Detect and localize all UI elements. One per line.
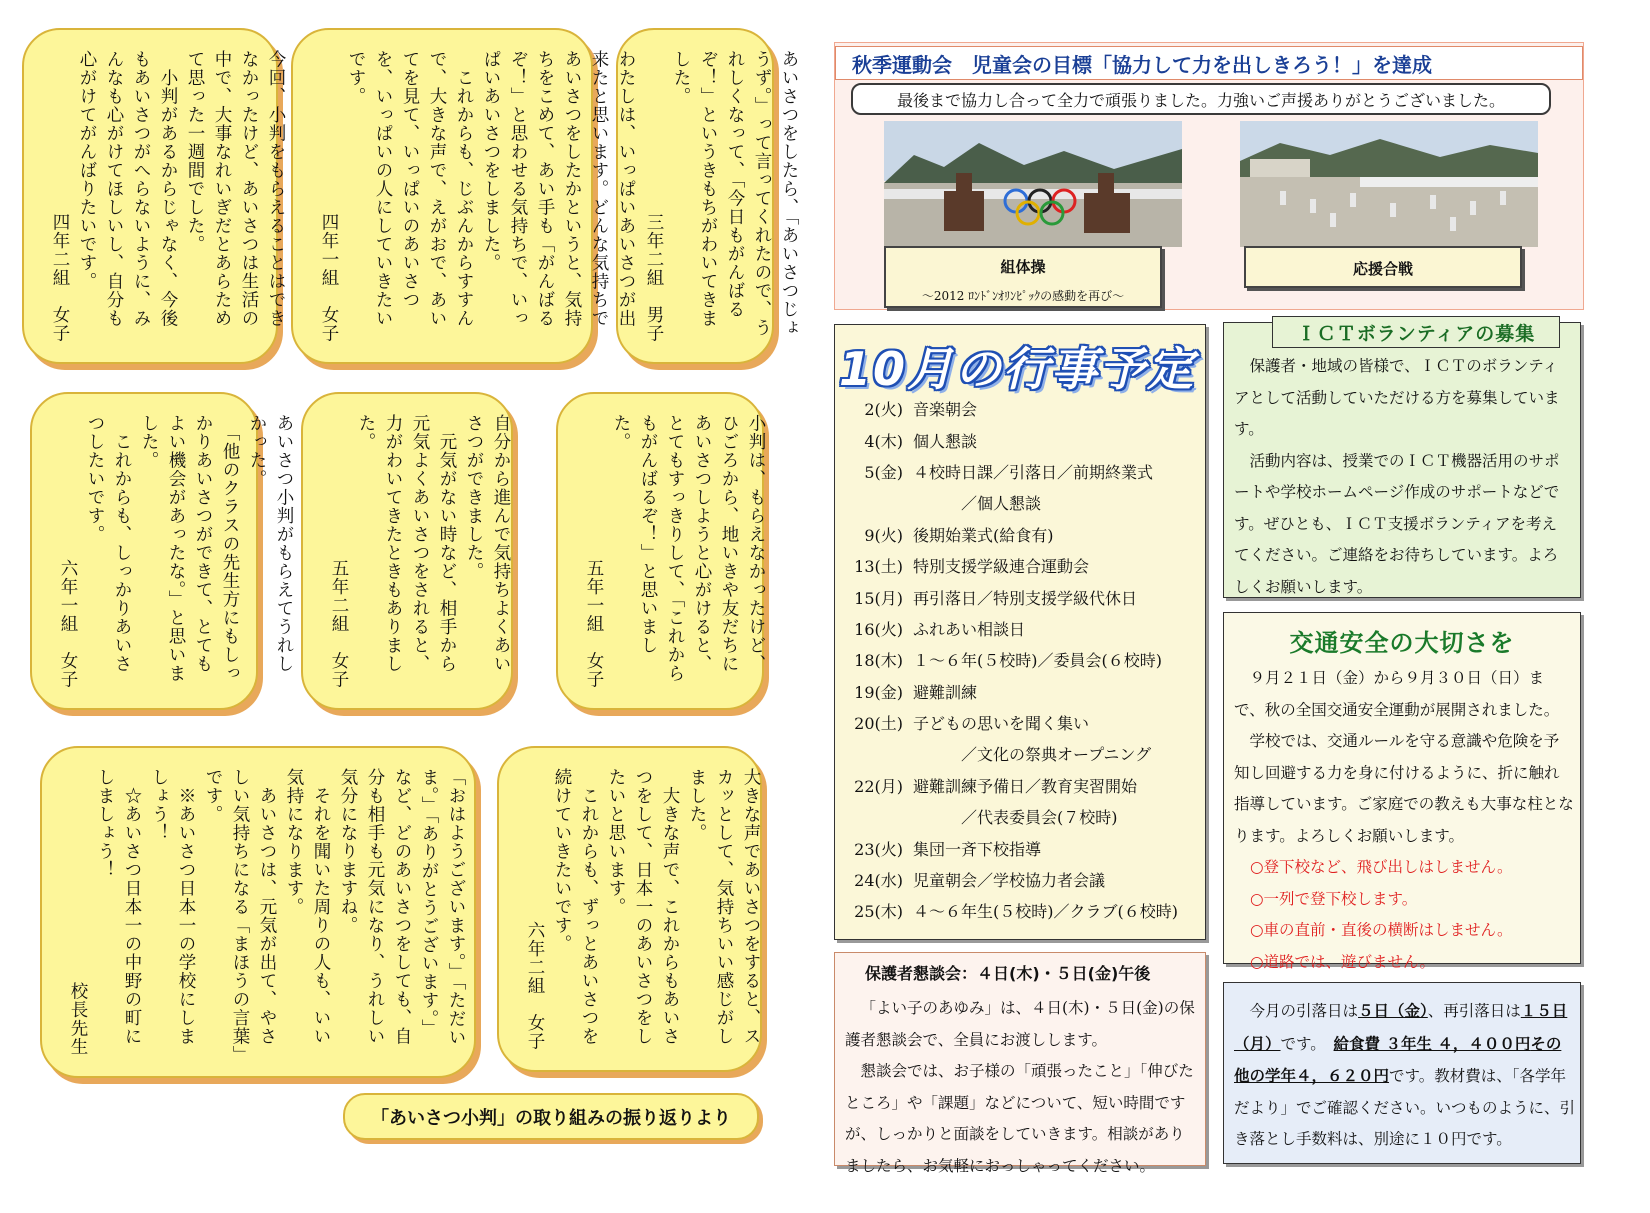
comment-text: 大きな声であいさつをすると、スカッとして、気持ちいい感じがしました。 大きな声で、これからもあいさつをして、日本一のあいさつをしたいと思います。 これからも、ずっとあいさつを続けていきたいです。 <box>552 768 761 1046</box>
comment-signature: 六年二組 女子 <box>525 920 545 1050</box>
comment-text: あいさつ小判がもらえてうれしかった。 「他のクラスの先生方にもしっかりあいさつができて、とてもよい機会があったな。」と思いました。 これからも、しっかりあいさつしたいです。 <box>85 414 294 683</box>
safety-rule: ○道路では、遊びません。 <box>1250 952 1435 971</box>
payment-body: 今月の引落日は５日（金）、再引落日は１５日（月）です。 給食費 ３年生 ４，４００円その他の学年４，６２０円です。教材費は、「各学年だより」でご確認ください。いつものように、引き落とし手数料は、別途に１０円です。 <box>1234 1001 1576 1148</box>
schedule-date: 24(水) <box>854 871 903 891</box>
comment-bubble-grade4-1 <box>291 28 636 364</box>
ict-paragraph-1: 保護者・地域の皆様で、ＩＣＴのボランティアとして活動していただける方を募集しています。 <box>1234 357 1560 438</box>
payment-info-box <box>1223 982 1581 1164</box>
comment-bubble-grade3 <box>616 28 799 364</box>
schedule-date: 16(火) <box>854 619 903 639</box>
comment-bubble-grade5-2 <box>301 392 513 710</box>
comment-text: わたしは、いっぱいあいさつが出来たと思います。どんな気持ちであいさつをしたかというと、気持ちをこめて、あい手も「がんばるぞ！」と思わせる気持ちで、いっぱいあいさつをしました。 これからも、じぶんからすすんで、大きな声で、えがおで、あいてを見て、いっぱいのあいさつを、いっぱいの人にしていきたいです。 <box>346 50 636 328</box>
schedule-row <box>845 613 1205 644</box>
schedule-list <box>845 393 1205 927</box>
banner-title: 秋季運動会 児童会の目標「協力して力を出しきろう！」を達成 <box>835 46 1583 80</box>
comment-text: 今回、小判をもらえることはできなかったけど、あいさつは生活の中で、大事なれいぎだとあらためて思った一週間でした。 小判があるからじゃなく、今後もあいさつがへらないように、みんなも心がけてほしいし、自分も心がけてがんばりたいです。 <box>77 50 286 328</box>
schedule-row <box>845 707 1205 738</box>
schedule-event: ふれあい相談日 <box>913 619 1026 639</box>
debit-date: ５日（金） <box>1358 1001 1428 1020</box>
schedule-row <box>845 832 1205 863</box>
caption-cheering <box>1244 246 1522 288</box>
lunch-fee-grade3: 給食費 ３年生 ４，４００円 <box>1333 1033 1531 1053</box>
comment-bubble-principal <box>40 746 476 1078</box>
safety-rule: ○登下校など、飛び出しはしません。 <box>1250 858 1513 876</box>
safety-body <box>1234 663 1574 978</box>
safety-rule: ○一列で登下校します。 <box>1250 889 1418 908</box>
comment-text: 小判は、もらえなかったけど、ひごろから、地いきや友だちにあいさつしようと心がけると、とてもすっきりして、「これからもがんばるぞ！」と思いました。 <box>611 414 766 683</box>
schedule-event: 再引落日／特別支援学級代休日 <box>913 588 1138 608</box>
schedule-event: 集団一斉下校指導 <box>913 839 1042 859</box>
greeting-review-label: 「あいさつ小判」の取り組みの振り返りより <box>343 1093 759 1140</box>
schedule-event: 避難訓練 <box>913 682 978 702</box>
schedule-row <box>845 738 1205 769</box>
comment-bubble-grade5-1 <box>556 392 764 710</box>
schedule-row <box>845 424 1205 455</box>
comment-text: あいさつをしたら、「あいさつじょうず。」って言ってくれたので、うれしくなって、「今日もがんばるぞ！」というきもちがわいてきました。 <box>671 50 799 338</box>
ict-title: ＩＣＴボランティアの募集 <box>1272 316 1560 348</box>
schedule-row <box>845 487 1205 518</box>
schedule-row <box>845 581 1205 612</box>
schedule-row <box>845 864 1205 895</box>
parent-meeting-box <box>834 952 1206 1175</box>
schedule-date: 5(金) <box>864 462 903 482</box>
redebit-date: １５日（月） <box>1234 1001 1568 1053</box>
schedule-event: ／代表委員会(７校時) <box>961 808 1118 828</box>
comment-signature: 五年一組 女子 <box>584 558 604 688</box>
schedule-event: 避難訓練予備日／教育実習開始 <box>913 776 1138 796</box>
safety-paragraph-2: 学校では、交通ルールを守る意識や危険を予知し回避する力を身に付けるように、折に触れ指導しています。ご家庭での教えも大事な柱となります。よろしくお願いします。 <box>1234 732 1574 845</box>
safety-title: 交通安全の大切さを <box>1289 629 1515 657</box>
parent-meeting-body <box>845 993 1200 1182</box>
comment-signature: 校長先生 <box>68 982 88 1056</box>
schedule-date: 25(木) <box>854 902 903 922</box>
schedule-event: ４～６年生(５校時)／クラブ(６校時) <box>913 902 1178 922</box>
ict-body <box>1234 351 1572 603</box>
schedule-date: 18(木) <box>854 651 903 671</box>
parent-paragraph-1: 「よい子のあゆみ」は、４日(木)・５日(金)の保護者懇談会で、全員にお渡しします。 <box>845 999 1195 1049</box>
parent-meeting-title: 保護者懇談会：４日(木)・５日(金)午後 <box>865 964 1151 983</box>
comment-signature: 六年一組 女子 <box>58 558 78 688</box>
schedule-row <box>845 676 1205 707</box>
safety-paragraph-1: ９月２１日（金）から９月３０日（日）まで、秋の全国交通安全運動が展開されました。 <box>1234 669 1560 719</box>
parent-paragraph-2: 懇談会では、お子様の「頑張ったこと」「伸びたところ」や「課題」などについて、短い時間ですが、しっかりと面談をしていきます。相談がありましたら、お気軽におっしゃってください。 <box>845 1062 1194 1175</box>
comment-signature: 四年一組 女子 <box>319 212 339 342</box>
safety-rule: ○車の直前・直後の横断はしません。 <box>1250 921 1513 939</box>
schedule-row <box>845 519 1205 550</box>
caption-title: 組体操 <box>1000 258 1046 276</box>
comment-text: 自分から進んで気持ちよくあいさつができました。 元気がない時など、相手から元気よくあいさつをされると、力がわいてきたときもありました。 <box>356 414 511 673</box>
comment-bubble-grade6-1 <box>30 392 294 710</box>
schedule-date: 22(月) <box>854 776 903 796</box>
schedule-event: 音楽朝会 <box>913 400 978 420</box>
schedule-event: 子どもの思いを聞く集い <box>913 714 1090 734</box>
schedule-event: ／個人懇談 <box>961 494 1042 514</box>
schedule-event: 個人懇談 <box>913 431 978 451</box>
sports-day-banner <box>834 42 1584 310</box>
comment-signature: 五年二組 女子 <box>329 558 349 688</box>
ict-volunteer-box <box>1223 322 1581 598</box>
caption-gymnastics <box>884 246 1162 308</box>
schedule-row <box>845 456 1205 487</box>
ict-paragraph-2: 活動内容は、授業でのＩＣＴ機器活用のサポートや学校ホームページ作成のサポートなどです。ぜひとも、ＩＣＴ支援ボランティアを考えてください。ご連絡をお待ちしています。よろしくお願いします。 <box>1234 451 1560 596</box>
schedule-event: 後期始業式(給食有) <box>913 525 1054 545</box>
comment-bubble-grade4-2 <box>22 28 286 364</box>
schedule-date: 4(木) <box>864 431 903 451</box>
schedule-date: 13(土) <box>854 557 903 577</box>
lunch-fee-other: その他の学年４，６２０円 <box>1234 1033 1562 1085</box>
schedule-event: ４校時日課／引落日／前期終業式 <box>913 462 1154 482</box>
schedule-row <box>845 801 1205 832</box>
october-schedule <box>834 324 1206 940</box>
caption-title: 応援合戦 <box>1352 260 1413 278</box>
photo-cheering <box>1240 121 1538 247</box>
schedule-event: １～６年(５校時)／委員会(６校時) <box>913 651 1162 671</box>
traffic-safety-box <box>1223 612 1581 971</box>
caption-subtitle: ～2012 ﾛﾝﾄﾞﾝｵﾘﾝﾋﾟｯｸの感動を再び～ <box>921 289 1125 303</box>
photo-gymnastics <box>884 121 1182 247</box>
schedule-title: 10月の行事予定 <box>839 342 1196 396</box>
schedule-event: 特別支援学級連合運動会 <box>913 557 1090 577</box>
comment-text: 「おはようございます。」「ただいま。」「ありがとうございます。」など、どのあいさつをしても、自分も相手も元気になり、うれしい気分になりますね。 それを聞いた周りの人も、いい気持になります。 あいさつは、元気が出て、やさしい気持ちになる「まほうの言葉」です。 ※あいさつ日本一の学校にしましょう！ ☆あいさつ日本一の中野の町にしましょう！ <box>95 768 466 1056</box>
banner-subtitle: 最後まで協力し合って全力で頑張りました。力強いご声援ありがとうございました。 <box>851 83 1551 115</box>
schedule-date: 19(金) <box>854 682 903 702</box>
schedule-date: 15(月) <box>854 588 903 608</box>
schedule-row <box>845 770 1205 801</box>
schedule-row <box>845 393 1205 424</box>
schedule-event: ／文化の祭典オープニング <box>961 745 1152 765</box>
schedule-row <box>845 550 1205 581</box>
schedule-date: 2(火) <box>864 400 903 420</box>
comment-signature: 四年二組 女子 <box>50 212 70 342</box>
schedule-date: 23(火) <box>854 839 903 859</box>
schedule-date: 20(土) <box>854 714 903 734</box>
schedule-event: 児童朝会／学校協力者会議 <box>913 871 1106 891</box>
schedule-row <box>845 895 1205 926</box>
schedule-date: 9(火) <box>864 525 903 545</box>
comment-signature: 三年二組 男子 <box>644 212 664 342</box>
schedule-row <box>845 644 1205 675</box>
comment-bubble-grade6-2 <box>497 746 762 1072</box>
